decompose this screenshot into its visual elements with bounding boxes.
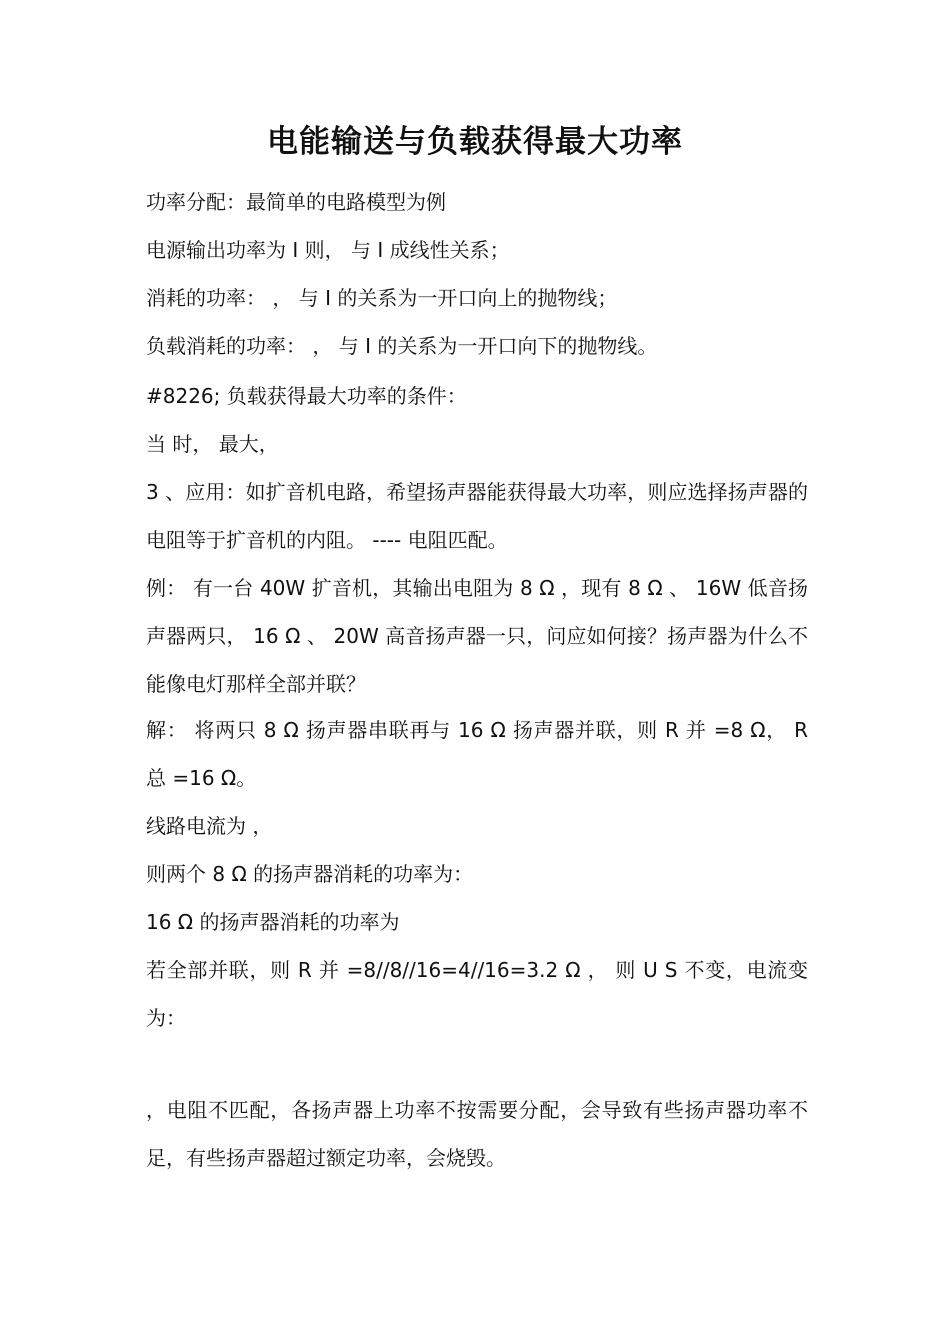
paragraph-line-current: 线路电流为 ， [146,814,273,838]
document-title: 电能输送与负载获得最大功率 [267,124,683,160]
paragraph-source-output-power: 电源输出功率为 I 则， 与 I 成线性关系； [146,238,510,262]
paragraph-when-max: 当 时， 最大， [146,432,279,456]
paragraph-example: 例： 有一台 40W 扩音机，其输出电阻为 8 Ω ，现有 8 Ω 、 16W 低音扬声器两只， 16 Ω 、 20W 高音扬声器一只，问应如何接？扬声器为什么不能像电灯那样全部并联？ [146,576,808,696]
paragraph-max-power-condition: #8226; 负载获得最大功率的条件： [146,384,467,408]
paragraph-two-speakers-power: 则两个 8 Ω 的扬声器消耗的功率为： [146,862,474,886]
paragraph-consumed-power: 消耗的功率： ， 与 I 的关系为一开口向上的抛物线； [146,286,618,310]
paragraph-solution: 解： 将两只 8 Ω 扬声器串联再与 16 Ω 扬声器并联，则 R 并 =8 Ω， R 总 =16 Ω。 [146,718,808,790]
paragraph-all-parallel: 若全部并联，则 R 并 =8//8//16=4//16=3.2 Ω ， 则 U S 不变，电流变为： [146,958,808,1030]
paragraph-conclusion: ，电阻不匹配，各扬声器上功率不按需要分配，会导致有些扬声器功率不足，有些扬声器超过额定功率，会烧毁。 [146,1098,808,1170]
paragraph-load-power: 负载消耗的功率： ， 与 I 的关系为一开口向下的抛物线。 [146,334,658,358]
paragraph-application: 3 、应用：如扩音机电路，希望扬声器能获得最大功率，则应选择扬声器的电阻等于扩音机的内阻。 ---- 电阻匹配。 [146,480,808,552]
paragraph-16ohm-power: 16 Ω 的扬声器消耗的功率为 [146,910,400,934]
paragraph-power-distribution: 功率分配：最简单的电路模型为例 [146,190,446,214]
